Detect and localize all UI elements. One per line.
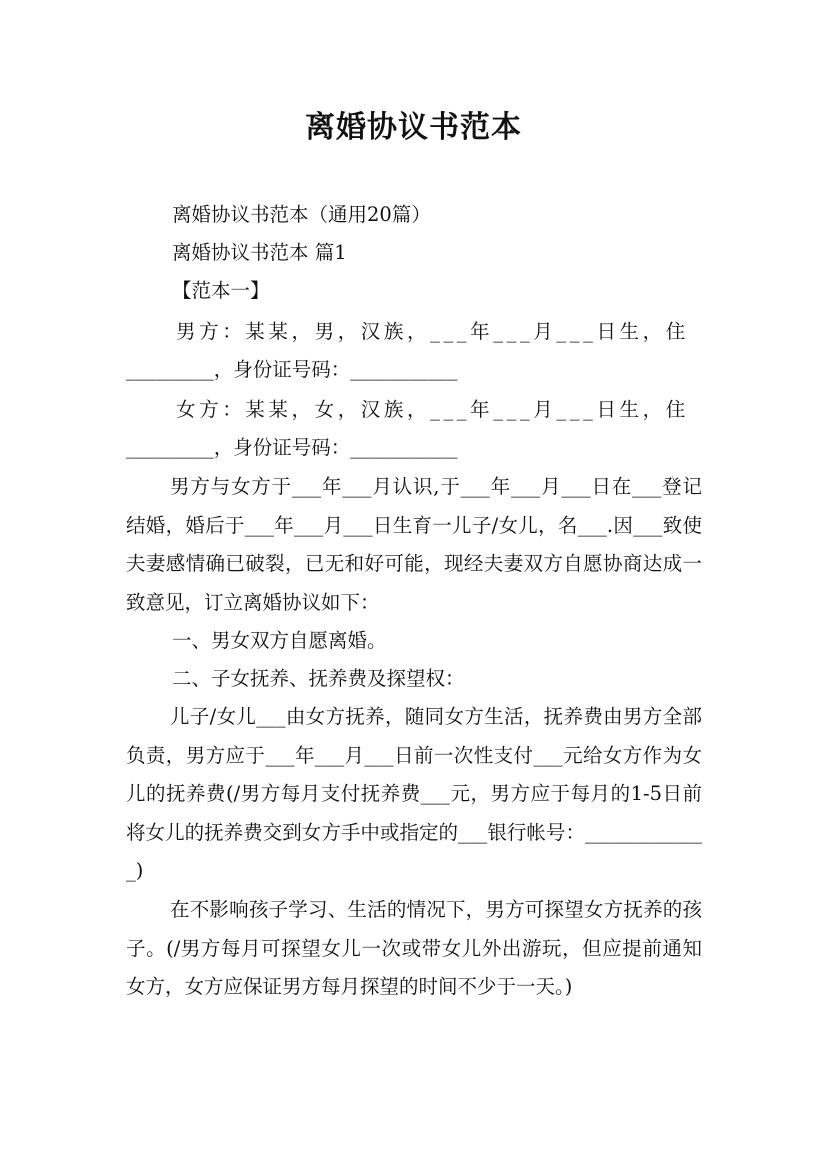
paragraph-male-party-line2: _________，身份证号码：___________ — [126, 358, 458, 381]
paragraph-clause-1: 一、男女双方自愿离婚。 — [172, 629, 387, 652]
paragraph-male-party-line1: 男方：某某，男，汉族，___年___月___日生，住 — [176, 320, 689, 343]
paragraph-visitation: 在不影响孩子学习、生活的情况下，男方可探望女方抚养的孩子。(/男方每月可探望女儿一次或带女儿外出游玩，但应提前通知女方，女方应保证男方每月探望的时间不少于一天。) — [126, 898, 702, 998]
paragraph-female-party-line2: _________，身份证号码：___________ — [126, 436, 458, 459]
paragraph-marriage-background: 男方与女方于___年___月认识,于___年___月___日在___登记结婚，婚后于___年___月___日生育一儿子/女儿，名___.因___致使夫妻感情确已破裂，已无和好可能，现经夫妻双方自愿协商达成一致意见，订立离婚协议如下： — [126, 475, 702, 614]
paragraph-template-label: 【范本一】 — [172, 279, 270, 302]
document-title: 离婚协议书范本 — [305, 110, 522, 145]
paragraph-female-party-line1: 女方：某某，女，汉族，___年___月___日生，住 — [176, 398, 689, 421]
paragraph-section-heading: 离婚协议书范本 篇1 — [172, 241, 347, 264]
paragraph-clause-2-heading: 二、子女抚养、抚养费及探望权： — [172, 667, 465, 690]
paragraph-subtitle: 离婚协议书范本（通用20篇） — [172, 203, 431, 226]
paragraph-child-support: 儿子/女儿___由女方抚养，随同女方生活，抚养费由男方全部负责，男方应于___年___月___日前一次性支付___元给女方作为女儿的抚养费(/男方每月支付抚养费___元，男方应于每月的1-5日前将女儿的抚养费交到女方手中或指定的___银行帐号：_____________) — [126, 705, 702, 882]
